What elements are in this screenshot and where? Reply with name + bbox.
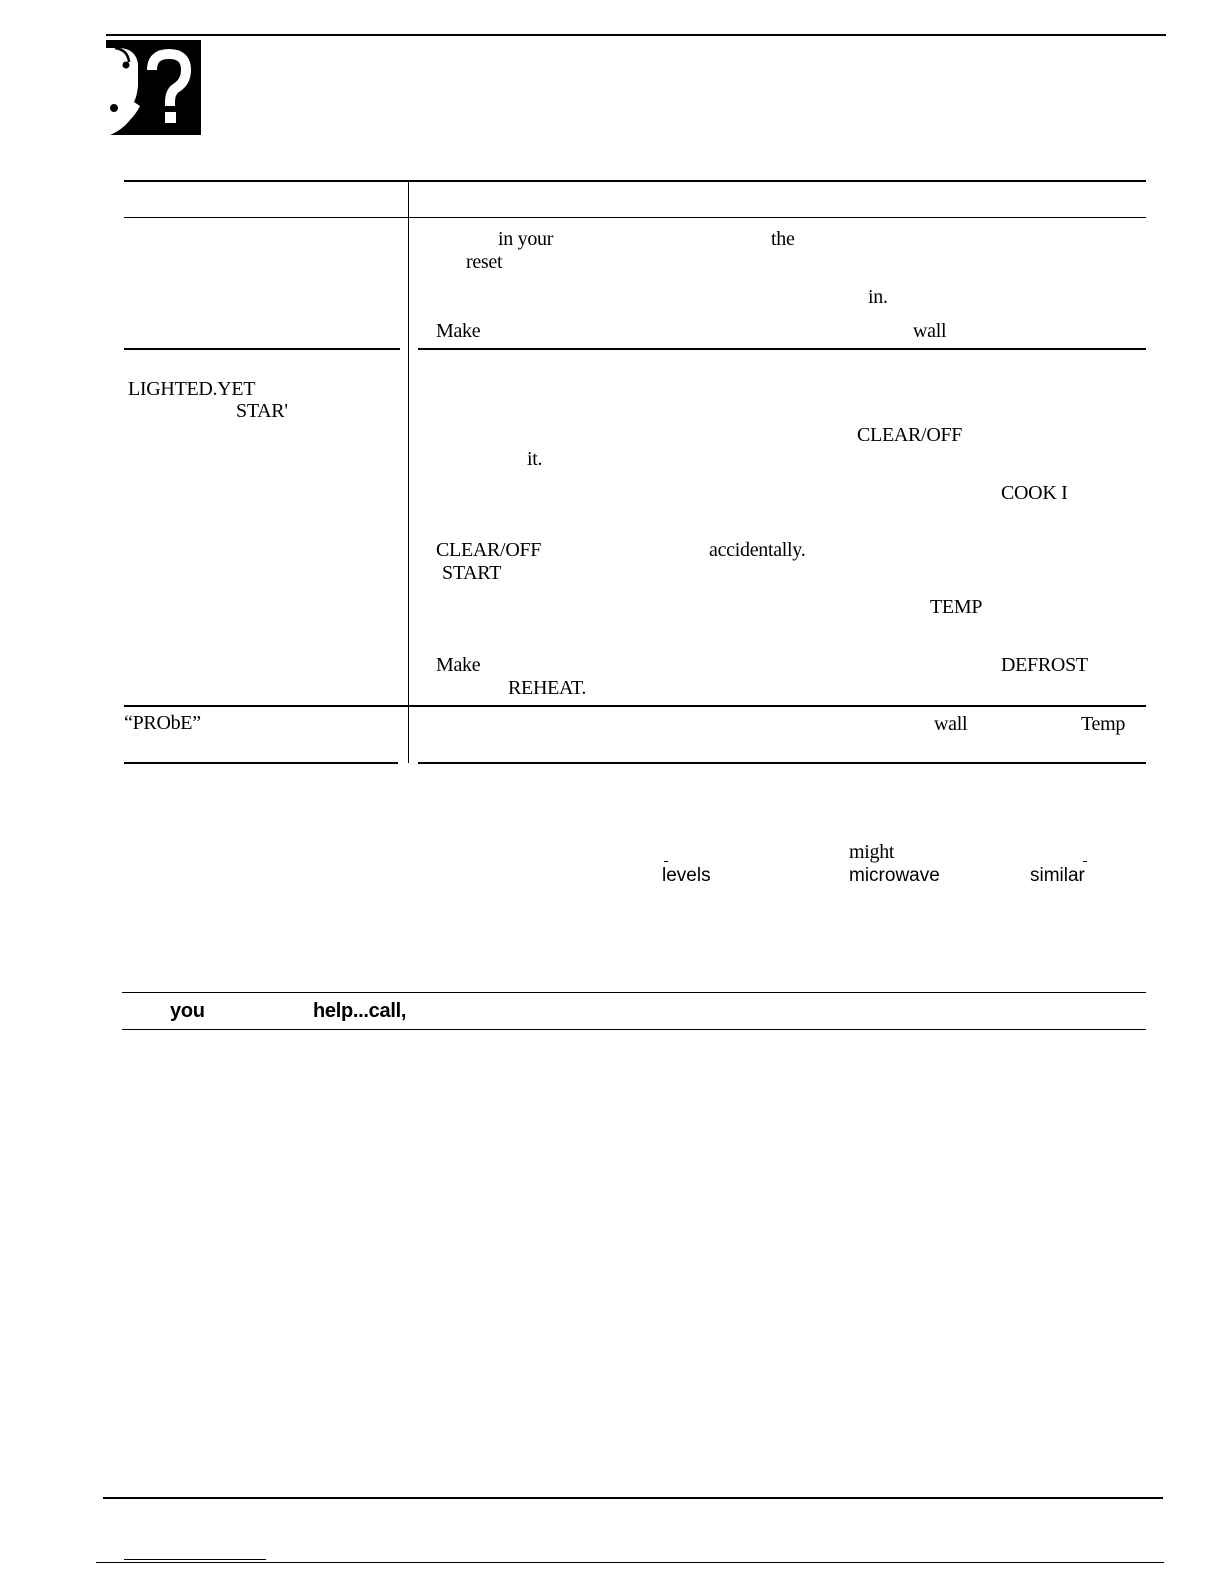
row2-divider bbox=[124, 705, 1146, 707]
row2-word-make: Make bbox=[436, 654, 481, 676]
table-bottom-rule-left bbox=[124, 762, 398, 764]
row1-word-the: the bbox=[771, 228, 795, 250]
row2-word-it: it. bbox=[527, 448, 543, 470]
logo-graphic bbox=[106, 40, 201, 135]
row2-word-start: START bbox=[442, 562, 502, 584]
row1-word-in: in. bbox=[868, 286, 888, 308]
footer-short-rule bbox=[124, 1559, 266, 1560]
row1-word-make: Make bbox=[436, 320, 481, 342]
help-word-help-call: help...call, bbox=[313, 1000, 407, 1022]
similar-mark bbox=[1083, 861, 1087, 862]
row1-word-wall: wall bbox=[913, 320, 947, 342]
page-bottom-rule bbox=[96, 1562, 1164, 1563]
row2-label-line2: STAR' bbox=[236, 400, 288, 422]
table-column-divider bbox=[408, 181, 409, 763]
row2-word-accidentally: accidentally. bbox=[709, 539, 806, 561]
row1-word-reset: reset bbox=[466, 251, 503, 273]
row3-label: “PRObE” bbox=[124, 712, 201, 734]
row2-word-clear-off-2: CLEAR/OFF bbox=[436, 539, 542, 561]
note-word-microwave: microwave bbox=[849, 865, 940, 886]
help-bar-bottom-rule bbox=[122, 1029, 1146, 1030]
header-rule bbox=[106, 34, 1166, 36]
note-word-similar: similar bbox=[1030, 865, 1085, 886]
table-bottom-rule-right bbox=[418, 762, 1146, 764]
row3-word-temp: Temp bbox=[1081, 713, 1126, 735]
help-word-you: you bbox=[170, 1000, 205, 1022]
levels-mark bbox=[664, 861, 668, 862]
row1-word-in-your: in your bbox=[498, 228, 554, 250]
row2-word-cook-i: COOK I bbox=[1001, 482, 1068, 504]
footer-rule bbox=[103, 1497, 1163, 1499]
row2-word-clear-off-1: CLEAR/OFF bbox=[857, 424, 963, 446]
note-word-levels: levels bbox=[662, 865, 711, 886]
table-header-rule bbox=[124, 217, 1146, 218]
note-word-might: might bbox=[849, 841, 895, 863]
question-mark-face-icon bbox=[106, 40, 201, 135]
row1-divider-right bbox=[418, 348, 1146, 350]
table-top-rule bbox=[124, 180, 1146, 182]
row1-divider-left bbox=[124, 348, 400, 350]
row2-word-temp: TEMP bbox=[930, 596, 983, 618]
row2-word-reheat: REHEAT. bbox=[508, 677, 587, 699]
row2-label-line1: LIGHTED.YET bbox=[128, 378, 256, 400]
row3-word-wall: wall bbox=[934, 713, 968, 735]
help-bar-top-rule bbox=[122, 992, 1146, 993]
row2-word-defrost: DEFROST bbox=[1001, 654, 1088, 676]
